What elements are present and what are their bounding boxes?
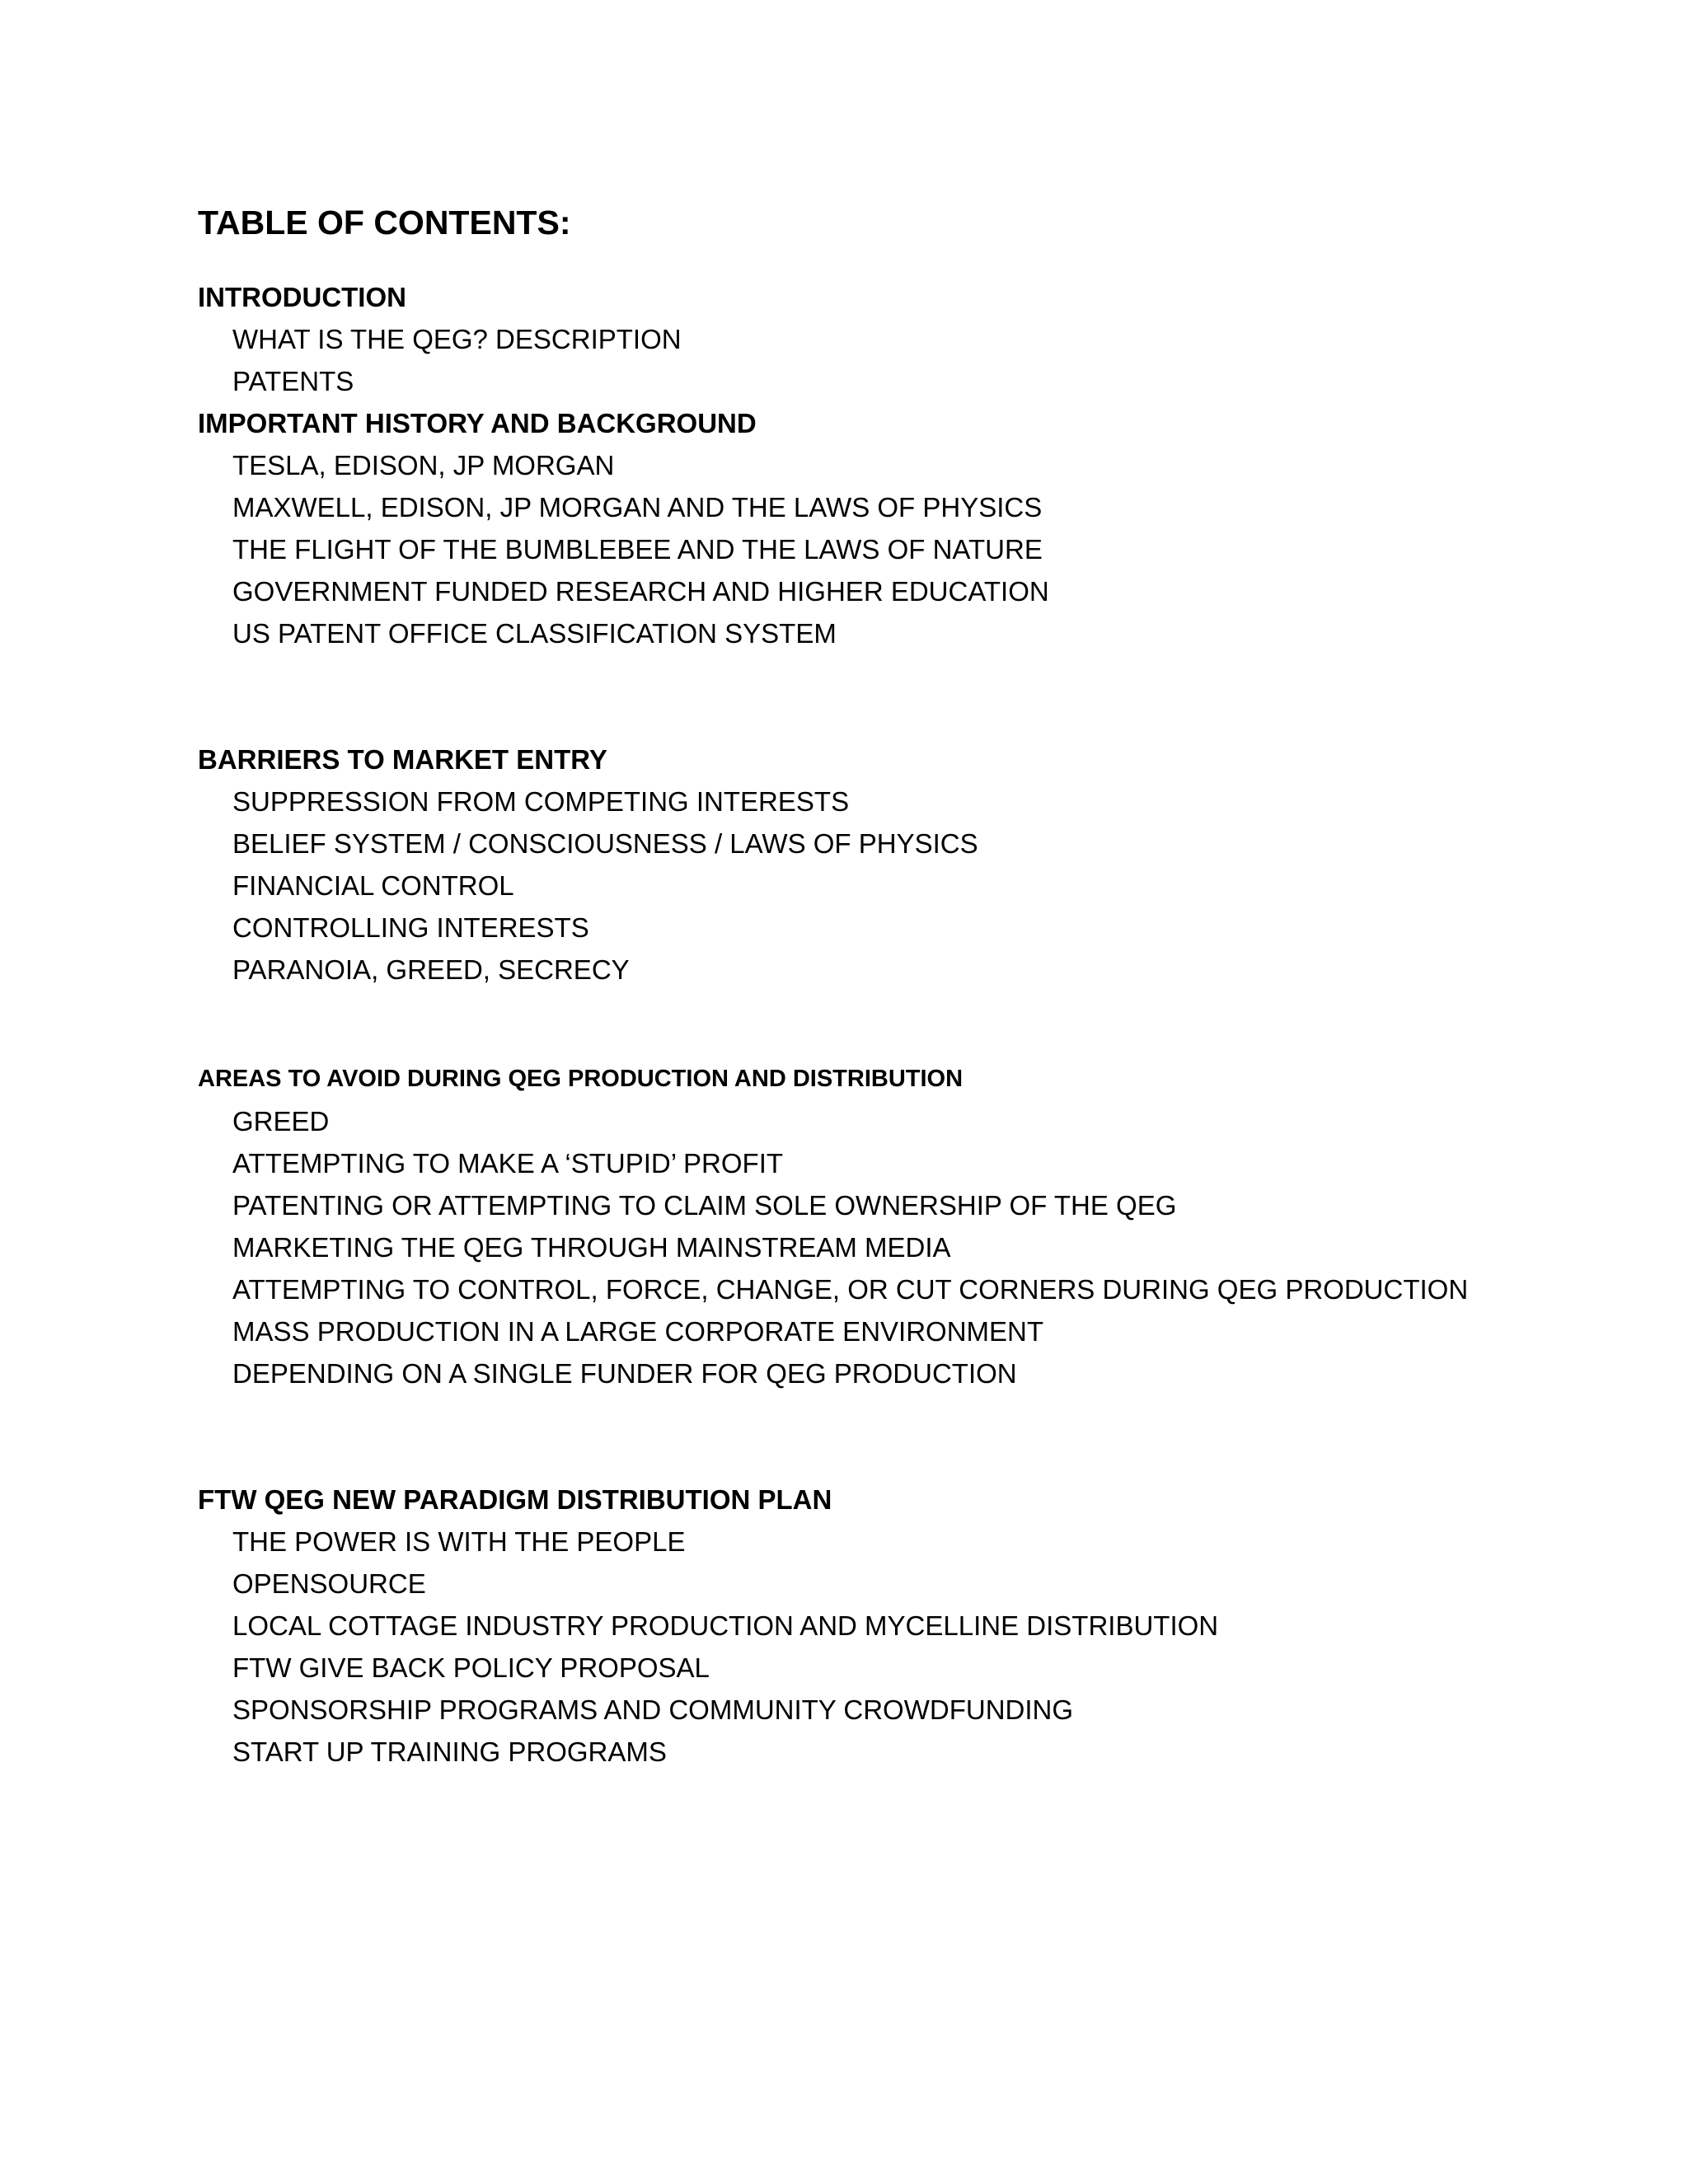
toc-item: PATENTS [232, 366, 354, 396]
toc-item-list [198, 318, 682, 402]
toc-section-history [198, 402, 1049, 654]
toc-item-list [198, 1100, 1468, 1394]
toc-item: FTW GIVE BACK POLICY PROPOSAL [232, 1652, 710, 1683]
toc-item: US PATENT OFFICE CLASSIFICATION SYSTEM [232, 618, 837, 649]
toc-item: PATENTING OR ATTEMPTING TO CLAIM SOLE OWNERSHIP OF THE QEG [232, 1190, 1177, 1221]
section-heading: AREAS TO AVOID DURING QEG PRODUCTION AND DISTRIBUTION [198, 1066, 964, 1092]
section-heading: IMPORTANT HISTORY AND BACKGROUND [198, 408, 757, 438]
section-heading: INTRODUCTION [198, 282, 406, 312]
toc-item: START UP TRAINING PROGRAMS [232, 1736, 667, 1767]
toc-item: MARKETING THE QEG THROUGH MAINSTREAM MEDIA [232, 1232, 951, 1263]
toc-item: BELIEF SYSTEM / CONSCIOUSNESS / LAWS OF PHYSICS [232, 828, 978, 859]
toc-item: THE POWER IS WITH THE PEOPLE [232, 1526, 686, 1557]
section-heading: FTW QEG NEW PARADIGM DISTRIBUTION PLAN [198, 1484, 832, 1515]
toc-item: SPONSORSHIP PROGRAMS AND COMMUNITY CROWDFUNDING [232, 1694, 1074, 1725]
toc-item: CONTROLLING INTERESTS [232, 912, 589, 943]
toc-section-introduction [198, 276, 682, 402]
toc-item: DEPENDING ON A SINGLE FUNDER FOR QEG PRODUCTION [232, 1358, 1017, 1389]
toc-item-list [198, 444, 1049, 654]
toc-item: ATTEMPTING TO MAKE A ‘STUPID’ PROFIT [232, 1148, 784, 1179]
toc-item: SUPPRESSION FROM COMPETING INTERESTS [232, 786, 850, 817]
toc-section-areas-to-avoid [198, 1058, 1468, 1394]
toc-item: FINANCIAL CONTROL [232, 870, 514, 901]
toc-item: WHAT IS THE QEG? DESCRIPTION [232, 324, 682, 354]
toc-item: OPENSOURCE [232, 1568, 426, 1599]
toc-item: GOVERNMENT FUNDED RESEARCH AND HIGHER EDUCATION [232, 576, 1049, 607]
section-heading: BARRIERS TO MARKET ENTRY [198, 744, 607, 775]
toc-section-barriers [198, 738, 978, 991]
toc-section-distribution-plan [198, 1479, 1218, 1773]
toc-item: THE FLIGHT OF THE BUMBLEBEE AND THE LAWS OF NATURE [232, 534, 1043, 565]
toc-item: ATTEMPTING TO CONTROL, FORCE, CHANGE, OR CUT CORNERS DURING QEG PRODUCTION [232, 1274, 1469, 1305]
toc-item: GREED [232, 1106, 330, 1137]
page-title: TABLE OF CONTENTS: [198, 204, 571, 241]
toc-item-list [198, 1521, 1218, 1773]
toc-item: LOCAL COTTAGE INDUSTRY PRODUCTION AND MYCELLINE DISTRIBUTION [232, 1610, 1219, 1641]
toc-item-list [198, 780, 978, 991]
toc-item: MASS PRODUCTION IN A LARGE CORPORATE ENVIRONMENT [232, 1316, 1044, 1347]
toc-item: TESLA, EDISON, JP MORGAN [232, 450, 615, 480]
toc-item: PARANOIA, GREED, SECRECY [232, 954, 630, 985]
toc-item: MAXWELL, EDISON, JP MORGAN AND THE LAWS OF PHYSICS [232, 492, 1043, 523]
